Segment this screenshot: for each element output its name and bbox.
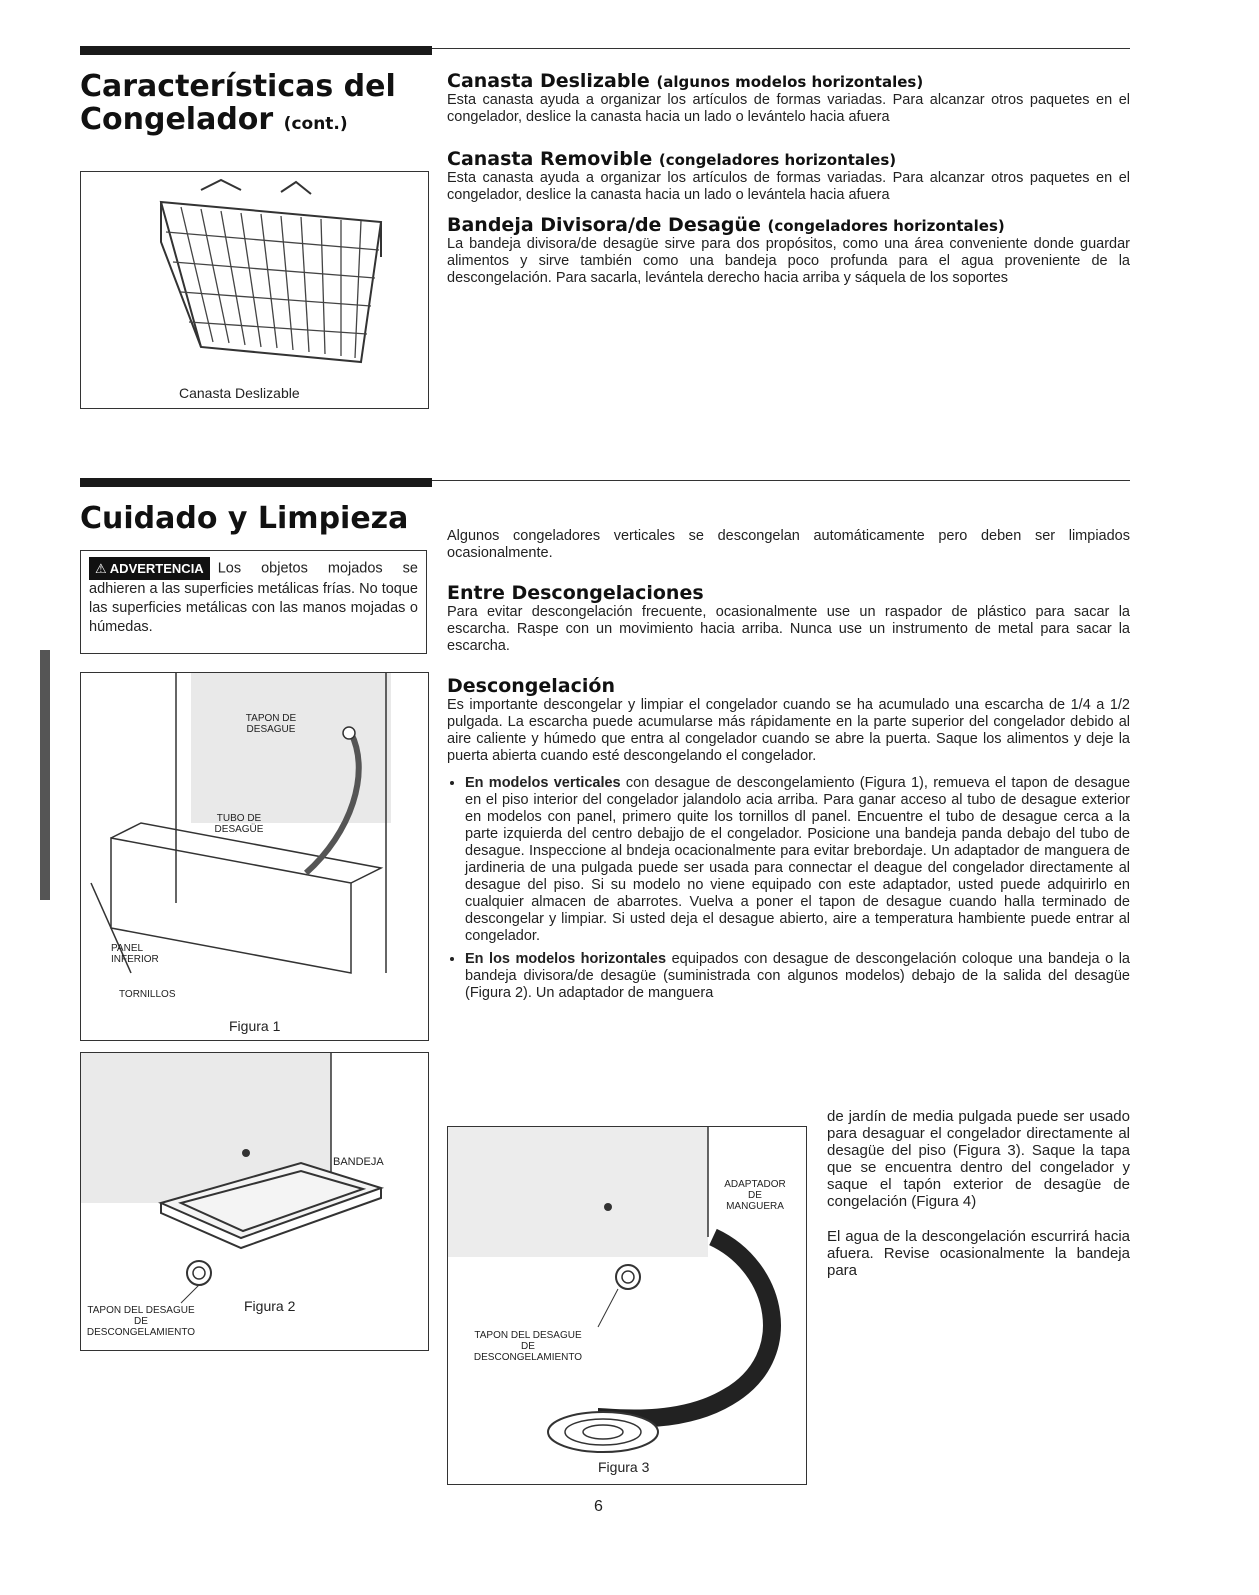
text-canasta-removible: Esta canasta ayuda a organizar los artículos de formas variadas. Para alcanzar otros paquetes en el congelador, deslice la canasta hacia un lado o levántela hacia afuera <box>447 170 1130 203</box>
label-tapon-descongelamiento-fig2: TAPON DEL DESAGUE DE DESCONGELAMIENTO <box>86 1305 196 1338</box>
warning-badge: ⚠ ADVERTENCIA <box>89 557 210 580</box>
section-title-cuidado: Cuidado y Limpieza <box>80 501 409 536</box>
heading-entre-descongelaciones: Entre Descongelaciones <box>447 582 704 604</box>
top-heading-rule <box>432 48 1130 49</box>
cuidado-column <box>447 528 1130 1008</box>
bullet-verticales-text: con desague de descongelamiento (Figura 1), remueva el tapon de desague en el piso interior del congelador jalandolo acia arriba. Para ganar acceso al tubo de desague exterior en modelos con panel, primero quite los tornillos dl panel. Encuentre el tubo de desague cerca a la parte izquierda del centro debajjo de el congelador. Posicione una bandeja panda debajo del tubo de desague. Inspeccione al bndeja ocacionalmente para evitar brebordaje. Un adaptador de manguera de jardineria de una pulgada puede ser usada para connectar el deague del congelador directamente al desague del piso. Si su modelo no viene equipado con este adaptador, usted puede adquirirlo en cualquier almacen de abarrotes. Vuelva a poner el tapon de desague cuando halla terminado de descongelar y limpiar. Si usted deja el desague abierto, aire a temperatura hambiente puede entrar al congelador. <box>465 775 1131 944</box>
heading-bandeja-divisora-subtitle: (congeladores horizontales) <box>767 217 1005 235</box>
figure-basket <box>80 171 429 409</box>
label-tornillos: TORNILLOS <box>119 989 176 1000</box>
label-adaptador-manguera: ADAPTADOR DE MANGUERA <box>724 1179 786 1212</box>
warning-badge-label: ADVERTENCIA <box>109 561 204 576</box>
bullet-verticales-lead: En modelos verticales <box>465 775 621 791</box>
bullet-list <box>447 775 1130 1002</box>
caracteristicas-column <box>447 70 1130 287</box>
figure-3-side-text <box>827 1108 1130 1279</box>
text-final: El agua de la descongelación escurrirá hacia afuera. Revise ocasionalmente la bandeja para <box>827 1228 1130 1279</box>
side-tab-mark <box>40 650 50 900</box>
text-canasta-deslizable: Esta canasta ayuda a organizar los artículos de formas variadas. Para alcanzar otros paquetes en el congelador, deslice la canasta hacia un lado o levántelo hacia afuera <box>447 92 1130 125</box>
text-intro: Algunos congeladores verticales se descongelan automáticamente pero deben ser limpiados ocasionalmente. <box>447 528 1130 561</box>
heading-bandeja-divisora-title: Bandeja Divisora/de Desagüe <box>447 214 761 236</box>
heading-canasta-deslizable-subtitle: (algunos modelos horizontales) <box>656 73 924 91</box>
cuidado-heading-rule <box>432 480 1130 481</box>
caption-canasta-deslizable: Canasta Deslizable <box>179 385 300 401</box>
warning-text: Los objetos mojados se adhieren a las superficies metálicas frías. No toque las superficies metálicas con las manos mojadas o húmedas. <box>89 560 418 635</box>
label-tapon-descongelamiento-fig3: TAPON DEL DESAGUE DE DESCONGELAMIENTO <box>473 1330 583 1363</box>
page-number: 6 <box>594 1498 603 1515</box>
bullet-verticales <box>465 775 1130 945</box>
caption-figura-3: Figura 3 <box>598 1459 650 1475</box>
label-tapon-desague: TAPON DE DESAGUE <box>245 713 297 735</box>
caption-figura-1: Figura 1 <box>229 1018 281 1034</box>
cuidado-heading-bar <box>80 478 432 487</box>
label-tubo-desague: TUBO DE DESAGÜE <box>214 813 264 835</box>
heading-canasta-removible <box>447 148 1130 170</box>
label-panel-inferior: PANEL INFERIOR <box>111 943 159 965</box>
title-line2-wrap <box>80 103 396 136</box>
text-bandeja-divisora: La bandeja divisora/de desagüe sirve para dos propósitos, como una área conveniente donde guardar alimentos y sirve también como una bandeja poco profunda para el agua proveniente de la descongelación. Para sacarla, levántela derecho hacia arriba y sáquela de los soportes <box>447 236 1130 286</box>
bullet-horizontales-text: equipados con desague de descongelación coloque una bandeja o la bandeja divisora/de desagüe (suministrada con algunos modelos) debajo de la salida del desagüe (Figura 2). Un adaptador de manguera <box>465 951 1130 1001</box>
caption-figura-2: Figura 2 <box>244 1298 296 1314</box>
figure-3 <box>447 1126 807 1485</box>
section-title-caracteristicas <box>80 70 396 136</box>
heading-canasta-deslizable-title: Canasta Deslizable <box>447 70 650 92</box>
title-line1: Características del <box>80 69 396 104</box>
basket-illustration <box>81 172 428 408</box>
label-bandeja: BANDEJA <box>333 1156 384 1168</box>
warning-paragraph <box>89 557 418 637</box>
heading-canasta-removible-subtitle: (congeladores horizontales) <box>658 151 897 169</box>
heading-canasta-deslizable <box>447 70 1130 92</box>
warning-box <box>80 550 427 654</box>
text-bullet2-continued: de jardín de media pulgada puede ser usado para desaguar el congelador directamente al desagüe del piso (Figura 3). Saque la tapa que se encuentra dentro del congelador y saque el tapón exterior de desagüe de congelación (Figura 4) <box>827 1108 1130 1210</box>
figure-2 <box>80 1052 429 1351</box>
title-cont: (cont.) <box>283 114 348 134</box>
bullet-horizontales-lead: En los modelos horizontales <box>465 951 667 967</box>
text-descongelacion: Es importante descongelar y limpiar el congelador cuando se ha acumulado una escarcha de 1/4 a 1/2 pulgada. La escarcha puede acumularse más rápidamente en la parte superior del congelador debido al aire caliente y húmedo que entra al congelador cuando se abre la puerta. Saque los alimentos y deje la puerta abierta cuando esté descongelando el congelador. <box>447 697 1130 764</box>
heading-canasta-removible-title: Canasta Removible <box>447 148 653 170</box>
title-line2: Congelador <box>80 102 274 137</box>
heading-bandeja-divisora <box>447 214 1130 236</box>
top-heading-bar <box>80 46 432 55</box>
heading-descongelacion: Descongelación <box>447 675 615 697</box>
figure-1 <box>80 672 429 1041</box>
text-entre-descongelaciones: Para evitar descongelación frecuente, ocasionalmente use un raspador de plástico para sacar la escarcha. Raspe con un movimiento hacia arriba. Nunca use un instrumento de metal para sacar la escarcha. <box>447 604 1130 654</box>
bullet-horizontales <box>465 951 1130 1002</box>
